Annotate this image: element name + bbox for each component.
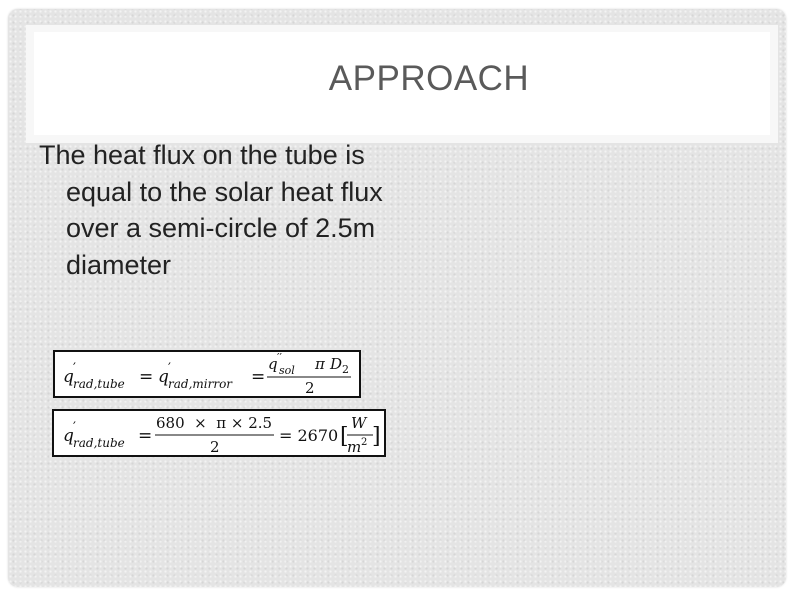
equation-2-box xyxy=(52,409,386,457)
eq2-unit-W: W xyxy=(351,414,367,432)
eq1-lhs-prime: ′ xyxy=(73,361,76,376)
eq2-bracket-open: [ xyxy=(340,424,349,449)
eq2-unit-exp: 2 xyxy=(361,437,368,448)
eq1-lhs-sub: rad,tube xyxy=(73,377,125,391)
eq2-lhs-prime: ′ xyxy=(73,420,76,435)
eq2-result: = 2670 xyxy=(279,426,339,445)
eq1-mid-prime: ′ xyxy=(168,361,171,376)
eq1-mid-sub: rad,mirror xyxy=(168,377,233,391)
eq1-num-q: q xyxy=(268,355,278,373)
eq1-num-D: D xyxy=(330,355,343,373)
equation-1-box xyxy=(53,350,361,398)
eq2-lhs-q: q xyxy=(63,426,74,446)
eq1-num-sub: sol xyxy=(279,364,295,377)
eq1-lhs-q: q xyxy=(63,367,74,387)
eq2-numerator: 680 × π × 2.5 xyxy=(156,414,273,432)
equation-1 xyxy=(55,352,359,396)
eq2-lhs-sub: rad,tube xyxy=(73,436,125,450)
eq2-equals-1: = xyxy=(138,426,153,446)
eq1-equals-1: = xyxy=(139,367,154,387)
body-paragraph: The heat flux on the tube is equal to the solar heat flux over a semi-circle of 2.5m diameter xyxy=(39,140,383,280)
eq1-den: 2 xyxy=(305,379,315,396)
eq2-bracket-close: ] xyxy=(372,424,381,449)
eq1-num-D-sub: 2 xyxy=(342,363,349,376)
eq1-mid-q: q xyxy=(158,367,169,387)
slide-background xyxy=(8,9,786,587)
eq1-equals-2: = xyxy=(251,367,266,387)
eq1-num-prime: ′′ xyxy=(277,352,282,364)
title-band xyxy=(26,25,778,143)
slide-title: APPROACH xyxy=(328,59,530,98)
eq2-unit-m: m xyxy=(347,438,362,455)
title-box xyxy=(34,32,770,135)
equation-2 xyxy=(54,411,384,455)
eq2-den: 2 xyxy=(210,438,220,455)
eq1-num-pi: π xyxy=(315,355,325,373)
